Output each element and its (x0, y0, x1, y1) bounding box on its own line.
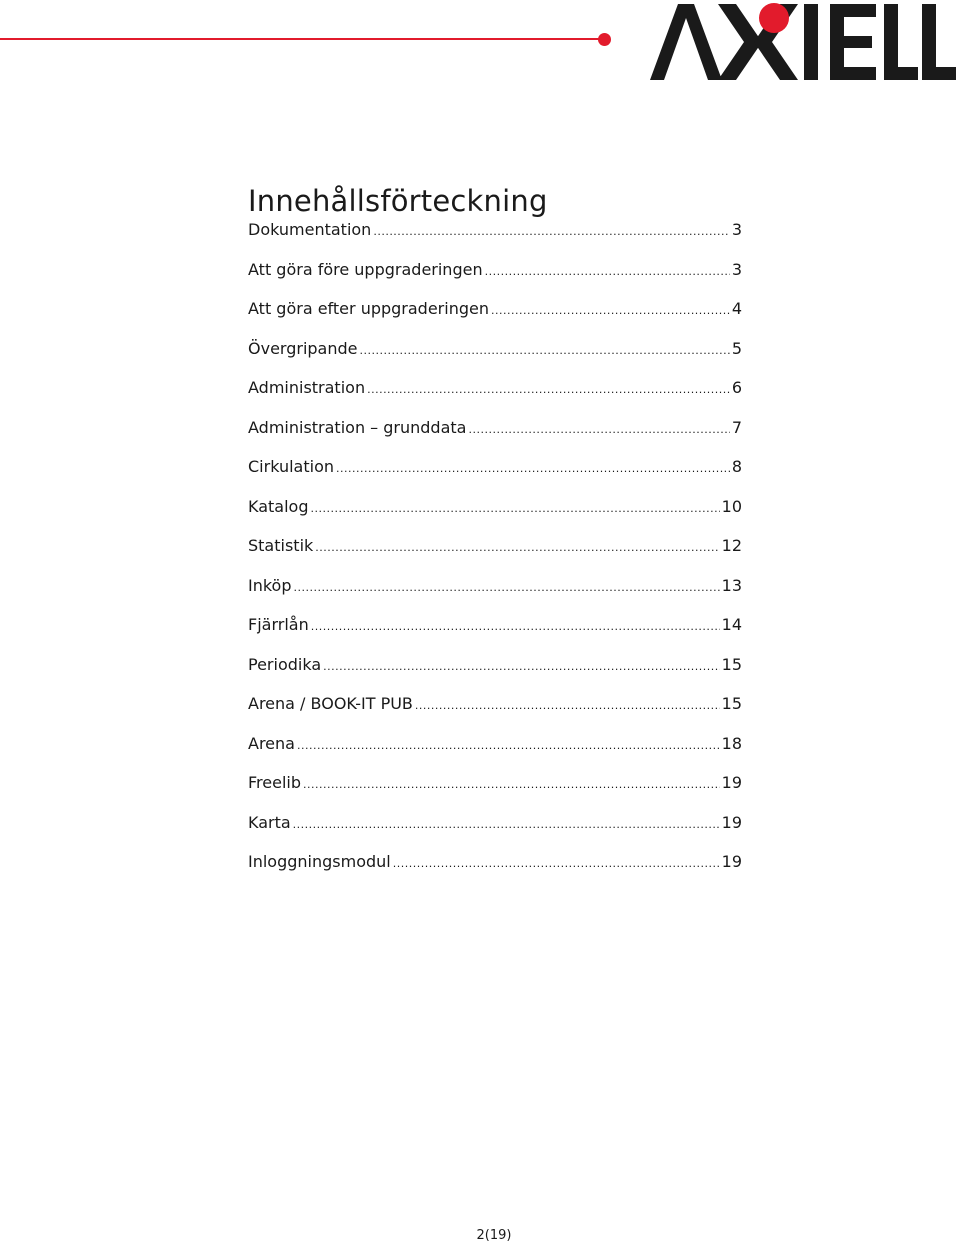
toc-entry-page[interactable]: 15 (721, 694, 742, 713)
toc-leader-dots (367, 383, 730, 396)
toc-entry[interactable] (248, 773, 742, 813)
toc-entry-label[interactable]: Övergripande (248, 338, 358, 358)
toc-entry-page[interactable]: 6 (731, 378, 742, 397)
toc-entry-label[interactable]: Freelib (248, 773, 301, 792)
toc-leader-dots (336, 462, 730, 475)
header-rule (0, 38, 604, 40)
toc-leader-dots (310, 502, 719, 515)
toc-entry-page[interactable]: 19 (721, 812, 742, 832)
toc-entry-page[interactable]: 19 (721, 852, 742, 871)
toc-entry[interactable] (248, 418, 742, 458)
toc-leader-dots (373, 225, 729, 238)
toc-entry[interactable] (248, 536, 742, 576)
toc-entry-page[interactable]: 10 (721, 496, 742, 516)
toc-leader-dots (311, 620, 720, 633)
toc-entry-page[interactable]: 4 (731, 299, 742, 318)
toc-entry-label[interactable]: Fjärrlån (248, 615, 309, 634)
toc-entry-page[interactable]: 14 (721, 615, 742, 634)
toc-entry[interactable] (248, 378, 742, 418)
toc-entry-label[interactable]: Periodika (248, 654, 322, 674)
toc-entry[interactable] (248, 615, 742, 655)
header-rule-dot (598, 33, 611, 46)
table-of-contents (248, 220, 742, 892)
toc-leader-dots (315, 541, 719, 554)
toc-entry-page[interactable]: 13 (721, 575, 742, 595)
toc-entry[interactable] (248, 734, 742, 774)
toc-leader-dots (294, 581, 720, 594)
toc-entry[interactable] (248, 813, 742, 853)
toc-entry-page[interactable]: 3 (731, 259, 742, 279)
toc-entry[interactable] (248, 694, 742, 734)
toc-entry[interactable] (248, 260, 742, 300)
toc-entry-page[interactable]: 5 (731, 338, 742, 358)
toc-leader-dots (491, 304, 730, 317)
toc-entry-label[interactable]: Administration – grunddata (248, 417, 467, 437)
toc-leader-dots (297, 739, 720, 752)
toc-entry-label[interactable]: Cirkulation (248, 457, 335, 476)
toc-entry-label[interactable]: Att göra före uppgraderingen (248, 259, 483, 279)
toc-entry[interactable] (248, 339, 742, 379)
toc-leader-dots (415, 699, 720, 712)
toc-entry[interactable] (248, 457, 742, 497)
toc-entry-label[interactable]: Dokumentation (248, 220, 372, 239)
toc-leader-dots (303, 778, 720, 791)
toc-leader-dots (323, 660, 720, 673)
toc-leader-dots (393, 857, 720, 870)
toc-entry-label[interactable]: Arena (248, 733, 295, 753)
toc-entry-label[interactable]: Inköp (248, 575, 292, 595)
toc-entry-page[interactable]: 19 (721, 773, 742, 792)
toc-leader-dots (293, 818, 720, 831)
toc-entry-page[interactable]: 7 (731, 417, 742, 437)
page-number: 2(19) (476, 1228, 512, 1243)
toc-entry[interactable] (248, 497, 742, 537)
toc-entry-page[interactable]: 12 (721, 536, 742, 555)
toc-leader-dots (359, 344, 729, 357)
toc-entry-page[interactable]: 15 (721, 654, 742, 674)
toc-entry-label[interactable]: Statistik (248, 536, 314, 555)
toc-title: Innehållsförteckning (248, 184, 548, 219)
axiell-logo (648, 0, 958, 82)
toc-entry-label[interactable]: Inloggningsmodul (248, 852, 391, 871)
toc-entry[interactable] (248, 852, 742, 892)
toc-entry-label[interactable]: Administration (248, 378, 366, 397)
toc-entry[interactable] (248, 299, 742, 339)
toc-entry[interactable] (248, 655, 742, 695)
toc-entry[interactable] (248, 220, 742, 260)
toc-leader-dots (468, 423, 729, 436)
toc-entry-label[interactable]: Katalog (248, 496, 309, 516)
toc-entry-label[interactable]: Arena / BOOK-IT PUB (248, 694, 413, 713)
toc-entry-page[interactable]: 18 (721, 733, 742, 753)
toc-entry-label[interactable]: Att göra efter uppgraderingen (248, 299, 489, 318)
toc-leader-dots (485, 265, 730, 278)
toc-entry-label[interactable]: Karta (248, 812, 291, 832)
toc-entry-page[interactable]: 3 (731, 220, 742, 239)
toc-entry-page[interactable]: 8 (731, 457, 742, 476)
toc-entry[interactable] (248, 576, 742, 616)
